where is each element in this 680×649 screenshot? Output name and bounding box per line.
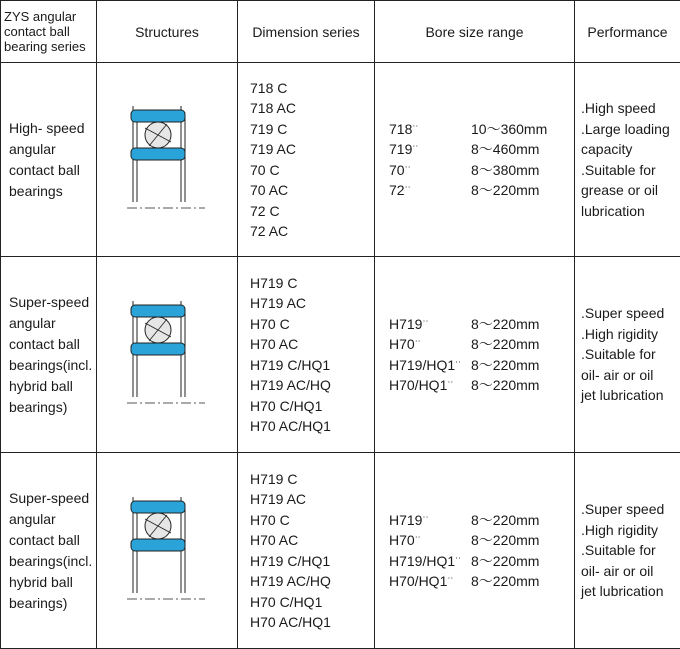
series-code-text: H70 (389, 336, 415, 352)
bearing-type-line: bearings) (9, 593, 96, 614)
table-row (1, 63, 680, 257)
performance-item: .Suitable for (581, 160, 680, 181)
series-code-text: H719 (389, 316, 422, 332)
bearing-type-line: hybrid ball (9, 572, 96, 593)
bearing-type-line: contact ball (9, 530, 96, 551)
bearing-type-line: angular (9, 509, 96, 530)
bearing-type-line: contact ball (9, 160, 96, 181)
series-code-text: 718 (389, 121, 412, 137)
performance-item: grease or oil (581, 180, 680, 201)
series-code (389, 571, 471, 592)
bearing-type-line: angular (9, 313, 96, 334)
bore-range-value: 8～220mm (471, 530, 539, 551)
bore-range-value: 8～220mm (471, 334, 539, 355)
dimension-series-item: H719 AC/HQ (250, 571, 374, 592)
series-code-suffix: ·· (422, 315, 428, 325)
bore-range-value: 8～220mm (471, 551, 539, 572)
performance-item: capacity (581, 139, 680, 160)
bore-range-row (389, 139, 574, 160)
dimension-series-item: 719 C (250, 119, 374, 140)
series-code-suffix: ·· (422, 511, 428, 521)
performance-item: .Large loading (581, 119, 680, 140)
bearing-type-line: bearings) (9, 397, 96, 418)
bore-range-row (389, 119, 574, 140)
dimension-series-item: H70 AC/HQ1 (250, 612, 374, 633)
dimension-series-item: H719 AC (250, 489, 374, 510)
structure-cell (97, 257, 238, 453)
series-code (389, 180, 471, 201)
series-code-text: H719 (389, 512, 422, 528)
dimension-series-item: 70 C (250, 160, 374, 181)
bore-range-row (389, 510, 574, 531)
bore-range-value: 8～220mm (471, 180, 539, 201)
bearing-type-line: bearings(incl. (9, 355, 96, 376)
series-code-text: H719/HQ1 (389, 357, 455, 373)
bearing-type-line: hybrid ball (9, 376, 96, 397)
bearing-type-line: bearings(incl. (9, 551, 96, 572)
series-code-suffix: ·· (447, 376, 453, 386)
series-code-suffix: ·· (415, 335, 421, 345)
dimension-series-item: 719 AC (250, 139, 374, 160)
bore-range-row (389, 314, 574, 335)
performance-cell (575, 257, 680, 453)
series-code-text: H70/HQ1 (389, 573, 447, 589)
dimension-series-item: 72 C (250, 201, 374, 222)
series-code-suffix: ·· (412, 120, 418, 130)
series-code-text: 719 (389, 141, 412, 157)
performance-item: oil- air or oil (581, 561, 680, 582)
corner-line: contact ball (4, 24, 93, 39)
performance-cell (575, 453, 680, 649)
performance-item: .Suitable for (581, 540, 680, 561)
series-code (389, 375, 471, 396)
dimension-series-item: H70 AC (250, 530, 374, 551)
series-code-suffix: ·· (405, 181, 411, 191)
series-code (389, 314, 471, 335)
dimension-series-item: H719 C (250, 469, 374, 490)
table-row (1, 257, 680, 453)
performance-item: .Suitable for (581, 344, 680, 365)
bore-range-cell (375, 63, 575, 257)
series-code-suffix: ·· (415, 531, 421, 541)
performance-item: .High rigidity (581, 520, 680, 541)
structure-cell (97, 63, 238, 257)
series-code-suffix: ·· (447, 572, 453, 582)
bore-range-value: 8～220mm (471, 314, 539, 335)
bore-size-header: Bore size range (375, 1, 575, 63)
series-code (389, 510, 471, 531)
series-code (389, 551, 471, 572)
performance-header: Performance (575, 1, 680, 63)
bore-range-value: 8～460mm (471, 139, 539, 160)
dimension-series-item: H70 C (250, 510, 374, 531)
corner-line: bearing series (4, 39, 93, 54)
bearing-type-cell (1, 453, 97, 649)
bearing-type-line: High- speed (9, 118, 96, 139)
structure-cell (97, 453, 238, 649)
series-code (389, 334, 471, 355)
bearing-type-line: bearings (9, 181, 96, 202)
series-code-suffix: ·· (405, 161, 411, 171)
series-code-text: 72 (389, 182, 405, 198)
series-code (389, 530, 471, 551)
table-row (1, 453, 680, 649)
corner-header (1, 1, 97, 63)
bore-range-value: 8～220mm (471, 355, 539, 376)
series-code (389, 119, 471, 140)
series-code-text: H719/HQ1 (389, 553, 455, 569)
series-code-suffix: ·· (455, 356, 461, 366)
dimension-series-item: 70 AC (250, 180, 374, 201)
performance-item: jet lubrication (581, 581, 680, 602)
bore-range-value: 8～220mm (471, 375, 539, 396)
bore-range-value: 8～220mm (471, 571, 539, 592)
header-row (1, 1, 680, 63)
performance-item: .Super speed (581, 499, 680, 520)
performance-cell (575, 63, 680, 257)
dimension-series-item: H719 C/HQ1 (250, 551, 374, 572)
dimension-series-item: H719 AC (250, 293, 374, 314)
series-code-text: H70/HQ1 (389, 377, 447, 393)
bore-range-cell (375, 453, 575, 649)
bearing-type-line: Super-speed (9, 292, 96, 313)
dimension-series-cell (238, 453, 375, 649)
dimension-series-item: H70 C/HQ1 (250, 396, 374, 417)
structures-header: Structures (97, 1, 238, 63)
bore-range-row (389, 551, 574, 572)
bearing-type-line: angular (9, 139, 96, 160)
bore-range-row (389, 334, 574, 355)
dimension-series-cell (238, 257, 375, 453)
bore-range-row (389, 571, 574, 592)
bearing-cross-section-drawing (125, 495, 209, 607)
corner-line: ZYS angular (4, 9, 93, 24)
series-code (389, 139, 471, 160)
dimension-series-item: H719 C/HQ1 (250, 355, 374, 376)
dimension-series-item: 718 AC (250, 98, 374, 119)
dimension-series-item: H719 AC/HQ (250, 375, 374, 396)
dimension-series-item: H70 C (250, 314, 374, 335)
performance-item: .High rigidity (581, 324, 680, 345)
dimension-series-cell (238, 63, 375, 257)
bearing-type-line: Super-speed (9, 488, 96, 509)
bearing-type-cell (1, 63, 97, 257)
bore-range-row (389, 375, 574, 396)
bearing-type-line: contact ball (9, 334, 96, 355)
dimension-series-item: 72 AC (250, 221, 374, 242)
performance-item: .Super speed (581, 303, 680, 324)
bearing-cross-section-drawing (125, 104, 209, 216)
dimension-series-item: H70 C/HQ1 (250, 592, 374, 613)
dimension-series-item: 718 C (250, 78, 374, 99)
bearing-type-cell (1, 257, 97, 453)
performance-item: oil- air or oil (581, 365, 680, 386)
bore-range-value: 8～220mm (471, 510, 539, 531)
series-code (389, 160, 471, 181)
dimension-series-header: Dimension series (238, 1, 375, 63)
series-code (389, 355, 471, 376)
bore-range-value: 8～380mm (471, 160, 539, 181)
bore-range-cell (375, 257, 575, 453)
performance-item: .High speed (581, 98, 680, 119)
series-code-text: 70 (389, 162, 405, 178)
bore-range-row (389, 355, 574, 376)
dimension-series-item: H70 AC/HQ1 (250, 416, 374, 437)
bearing-cross-section-drawing (125, 299, 209, 411)
performance-item: lubrication (581, 201, 680, 222)
dimension-series-item: H719 C (250, 273, 374, 294)
bore-range-row (389, 160, 574, 181)
bore-range-row (389, 530, 574, 551)
series-code-text: H70 (389, 532, 415, 548)
series-code-suffix: ·· (455, 552, 461, 562)
bore-range-value: 10～360mm (471, 119, 547, 140)
dimension-series-item: H70 AC (250, 334, 374, 355)
performance-item: jet lubrication (581, 385, 680, 406)
series-code-suffix: ·· (412, 140, 418, 150)
bore-range-row (389, 180, 574, 201)
